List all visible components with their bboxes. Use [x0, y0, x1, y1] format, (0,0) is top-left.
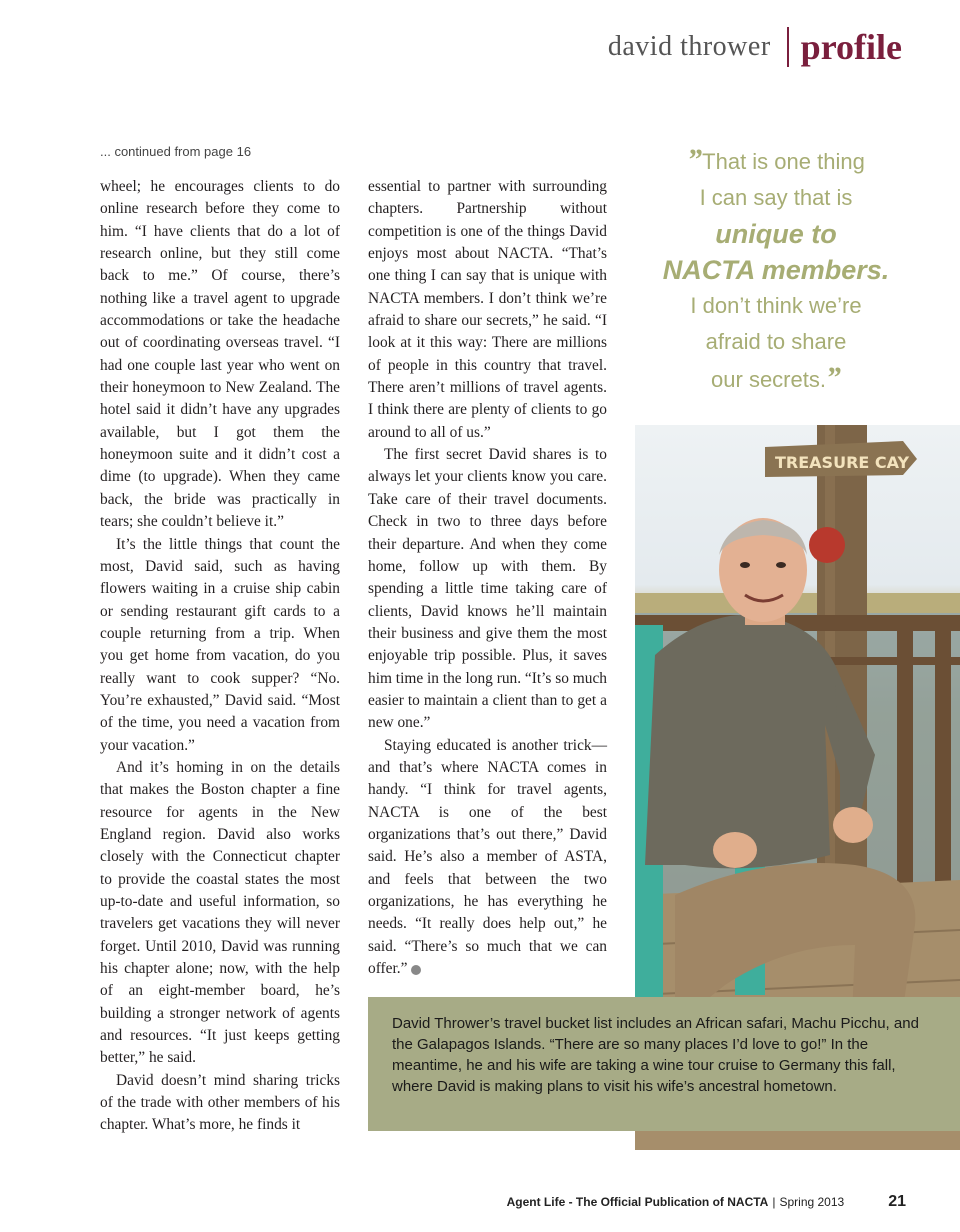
paragraph: It’s the little things that count the most, David said, such as having flowers waiting in a cruise ship cabin or sending restaurant gift cards to a couple returning from a trip. When you get home from vacation, do you really want to cook supper? “No. You’re exhausted,” David said. “Most of the time, you need a vacation from your vacation.”	[100, 535, 340, 754]
pull-quote-line: our secrets.”	[711, 361, 841, 394]
issue-date: Spring 2013	[779, 1195, 845, 1209]
caption-text: David Thrower’s travel bucket list includes an African safari, Machu Picchu, and the Galapagos Islands. “There are so many places I’d love to go!” In the meantime, he and his wife are taking a wine tour cruise to Germany this fall, where David is making plans to visit his wife’s ancestral hometown.	[392, 1015, 919, 1095]
page-number: 21	[888, 1193, 906, 1210]
footer-separator: |	[772, 1195, 776, 1209]
paragraph: essential to partner with surrounding chapters. Partnership without competition is one of the things David enjoys most about NACTA. “That’s one thing I can say that is unique with NACTA members. I don’t think we’re afraid to share our secrets,” he said. “I look at it this way: There are millions of people in this country that travel. There aren’t millions of travel agents. I think there are plenty of clients to go around to all of us.”	[368, 178, 607, 441]
pull-quote	[640, 142, 912, 398]
photo-caption	[368, 997, 960, 1131]
continued-note: ... continued from page 16	[100, 144, 252, 159]
pull-quote-line: ”That is one thing	[687, 143, 865, 176]
article-column-1	[100, 176, 340, 1137]
page-footer	[507, 1193, 906, 1211]
article-column-2	[368, 176, 607, 980]
pull-quote-line: I don’t think we’re	[690, 293, 862, 318]
end-of-article-icon	[411, 965, 421, 975]
publication-name: Agent Life - The Official Publication of NACTA	[506, 1195, 769, 1209]
section-title: profile	[800, 27, 902, 67]
pull-quote-line: I can say that is	[699, 185, 853, 210]
profile-name: david thrower	[607, 31, 771, 62]
header-divider	[787, 27, 789, 67]
paragraph: wheel; he encourages clients to do online research before they come to him. “I have clients that do a lot of research online, but they still come back to me.” Of course, there’s nothing like a travel agent to upgrade accommodations or take the headache out of coordinating overseas travel. “I had one couple last year who went on their honeymoon to New Zealand. The hotel said it didn’t have any upgrades available, but I got them the honeymoon suite and it didn’t cost a dime (to upgrade). When they came back, the bride was practically in tears; she couldn’t believe it.”	[100, 178, 340, 531]
pull-quote-emphasis: unique to	[715, 219, 837, 249]
paragraph-text: Staying educated is another trick—and that’s where NACTA comes in handy. “I think for travel agents, NACTA is one of the best organizations that’s out there,” David said. He’s also a member of ASTA, and feels that between the two organizations, he has everything he needs. “It really does help out,” he said. “There’s so much that we can offer.”	[368, 736, 607, 978]
paragraph: David doesn’t mind sharing tricks of the trade with other members of his chapter. What’s more, he finds it	[100, 1071, 340, 1134]
open-quote-mark: ”	[687, 143, 703, 176]
pull-quote-emphasis: NACTA members.	[662, 255, 890, 285]
pull-quote-line: afraid to share	[705, 329, 847, 354]
page-header	[608, 22, 902, 72]
paragraph	[368, 735, 607, 981]
close-quote-mark: ”	[825, 361, 841, 394]
paragraph: And it’s homing in on the details that makes the Boston chapter a fine resource for agents in the New England region. David also works closely with the Connecticut chapter to provide the coastal states the most up-to-date and useful information, so travelers get vacations they will never forget. Until 2010, David was running his chapter alone; now, with the help of an eight-member board, he’s building a stronger network of agents and resources. “It just keeps getting better,” he said.	[100, 758, 340, 1067]
paragraph: The first secret David shares is to always let your clients know you care. Take care of their travel documents. Check in two to three days before their departure. And when they come home, follow up with them. By spending a little time taking care of clients, David knows he’ll maintain their business and give them the most enjoyable trip possible. Plus, it saves him time in the long run. “It’s so much easier to maintain a client than to get a new one.”	[368, 446, 607, 732]
sign-text: TREASURE CAY	[775, 453, 910, 472]
